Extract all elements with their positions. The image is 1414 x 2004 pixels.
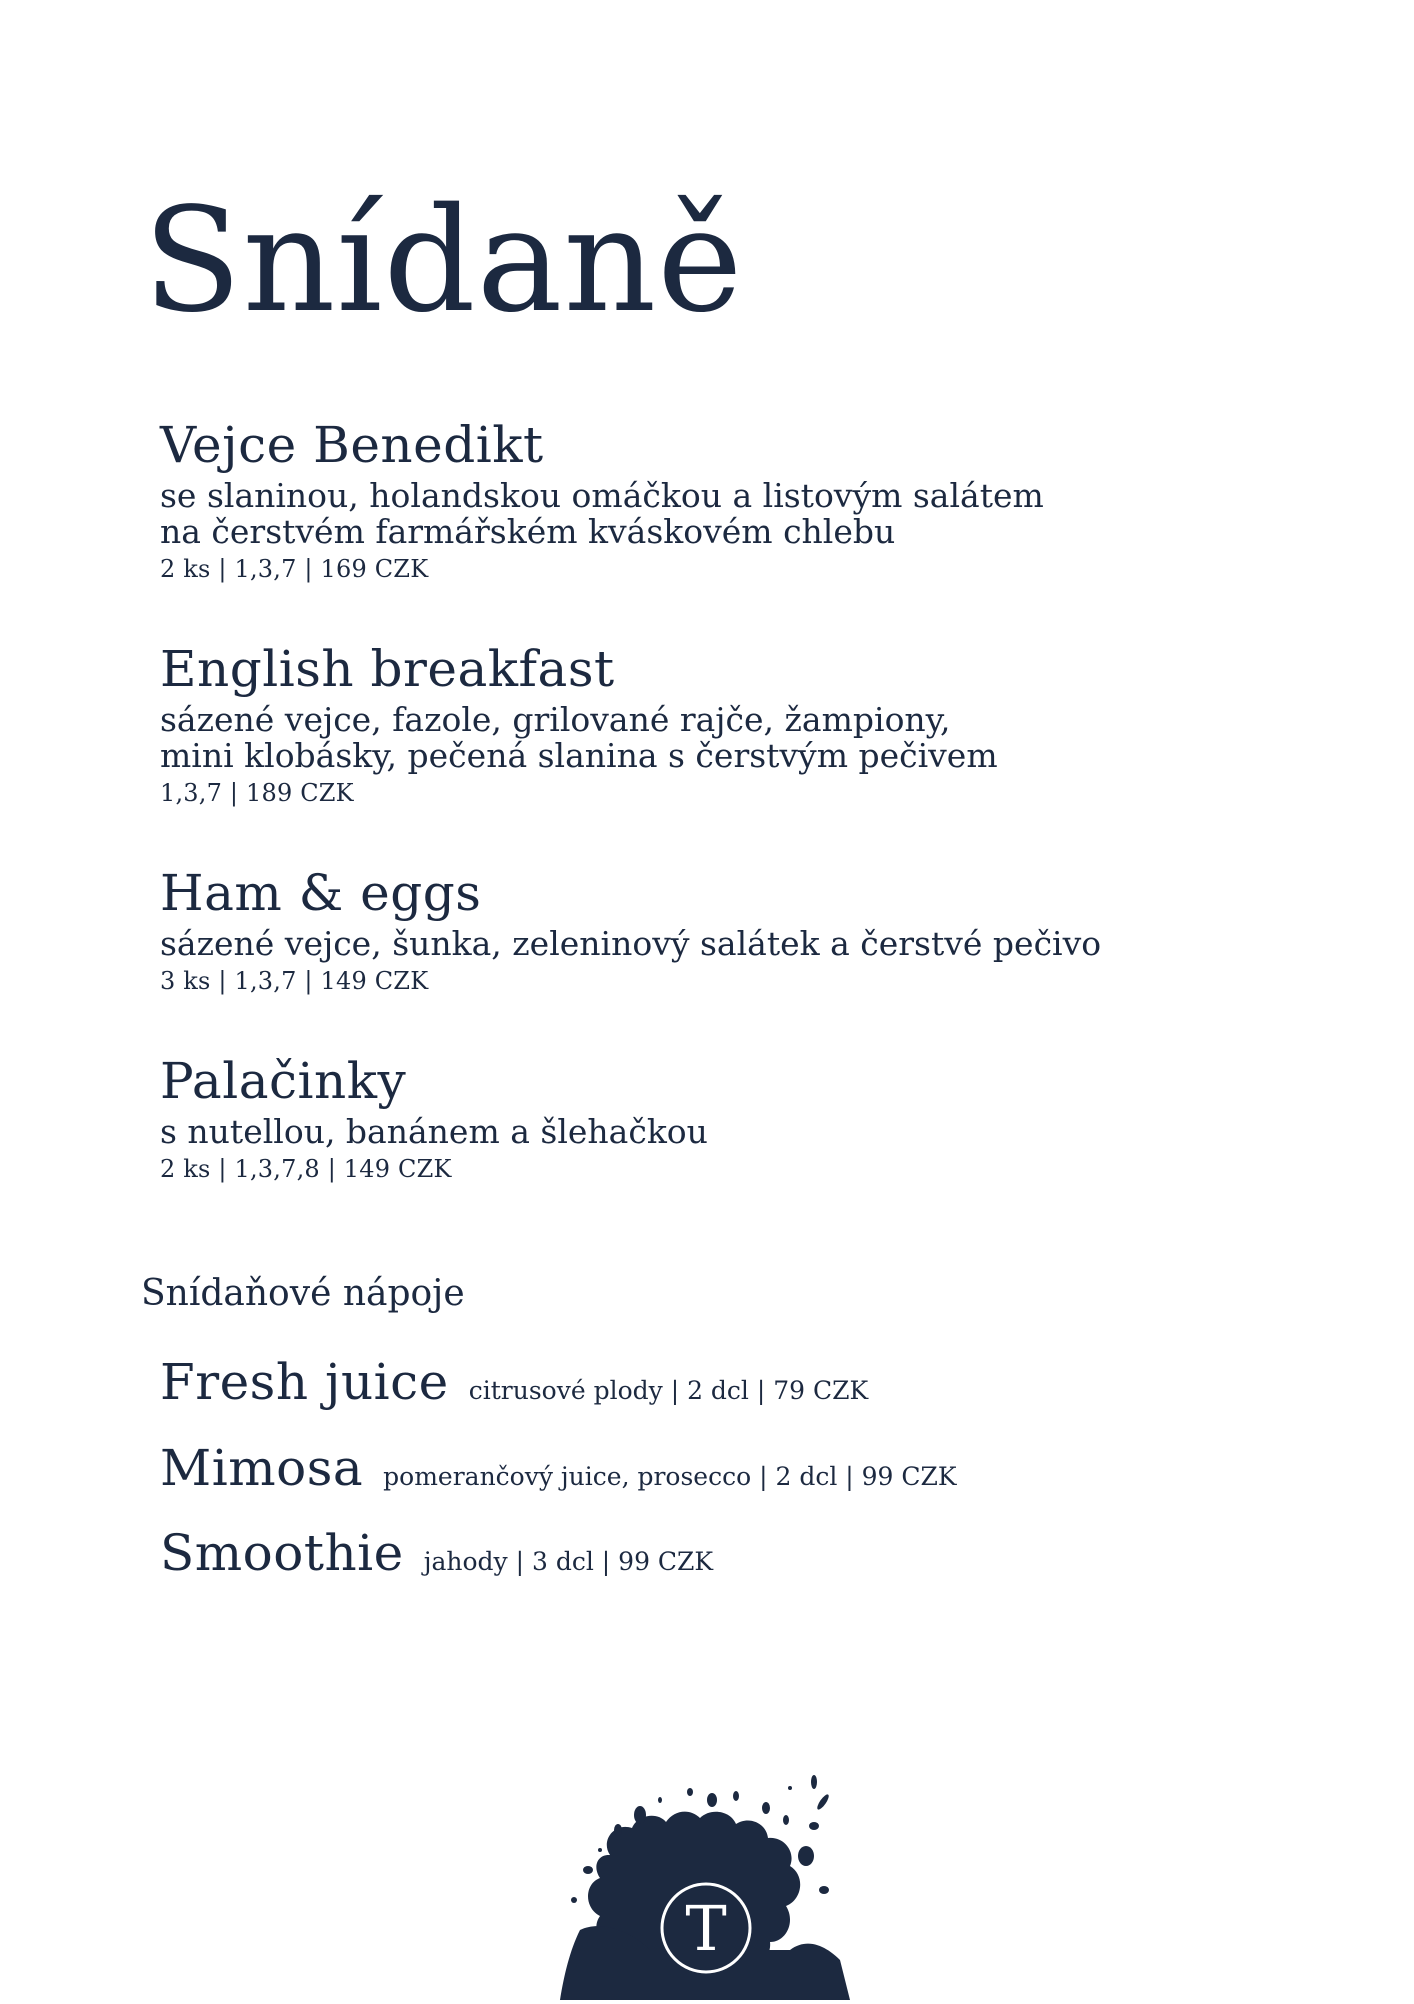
drink-name: Fresh juice bbox=[160, 1353, 449, 1411]
drink-name: Smoothie bbox=[160, 1524, 404, 1582]
drink-name: Mimosa bbox=[160, 1439, 364, 1497]
drink-item bbox=[160, 1438, 957, 1498]
menu-item-description bbox=[160, 478, 1160, 550]
menu-item-description bbox=[160, 926, 1160, 962]
menu-item-description-line: mini klobásky, pečená slanina s čerstvým pečivem bbox=[160, 736, 998, 775]
drink-item bbox=[160, 1523, 713, 1583]
drink-description: citrusové plody | 2 dcl | 79 CZK bbox=[468, 1376, 869, 1405]
menu-item-description bbox=[160, 1114, 1160, 1150]
menu-item-meta: 2 ks | 1,3,7,8 | 149 CZK bbox=[160, 1155, 452, 1183]
menu-item-name: Palačinky bbox=[160, 1052, 407, 1110]
menu-item-name: Ham & eggs bbox=[160, 864, 482, 922]
menu-item bbox=[160, 416, 1160, 585]
menu-item-meta: 1,3,7 | 189 CZK bbox=[160, 779, 354, 807]
menu-item-description bbox=[160, 702, 1160, 774]
drink-description: pomerančový juice, prosecco | 2 dcl | 99 CZK bbox=[383, 1462, 957, 1491]
menu-item-description-line: sázené vejce, fazole, grilované rajče, žampiony, bbox=[160, 700, 951, 739]
drink-item bbox=[160, 1352, 868, 1412]
menu-item-name: English breakfast bbox=[160, 640, 615, 698]
menu-item-description-line: sázené vejce, šunka, zeleninový salátek a čerstvé pečivo bbox=[160, 924, 1102, 963]
menu-item-name: Vejce Benedikt bbox=[160, 416, 544, 474]
ink-splash-logo-icon bbox=[540, 1760, 860, 2000]
drink-description: jahody | 3 dcl | 99 CZK bbox=[423, 1547, 714, 1576]
menu-item bbox=[160, 864, 1160, 997]
menu-item bbox=[160, 1052, 1160, 1185]
page-title: Snídaně bbox=[143, 176, 744, 344]
menu-item bbox=[160, 640, 1160, 809]
logo-letter: T bbox=[685, 1892, 727, 1965]
menu-item-description-line: se slaninou, holandskou omáčkou a listovým salátem bbox=[160, 476, 1044, 515]
menu-item-meta: 3 ks | 1,3,7 | 149 CZK bbox=[160, 967, 429, 995]
drinks-section-heading: Snídaňové nápoje bbox=[141, 1273, 465, 1314]
menu-item-meta: 2 ks | 1,3,7 | 169 CZK bbox=[160, 555, 429, 583]
menu-item-description-line: s nutellou, banánem a šlehačkou bbox=[160, 1112, 708, 1151]
menu-item-description-line: na čerstvém farmářském kváskovém chlebu bbox=[160, 512, 896, 551]
